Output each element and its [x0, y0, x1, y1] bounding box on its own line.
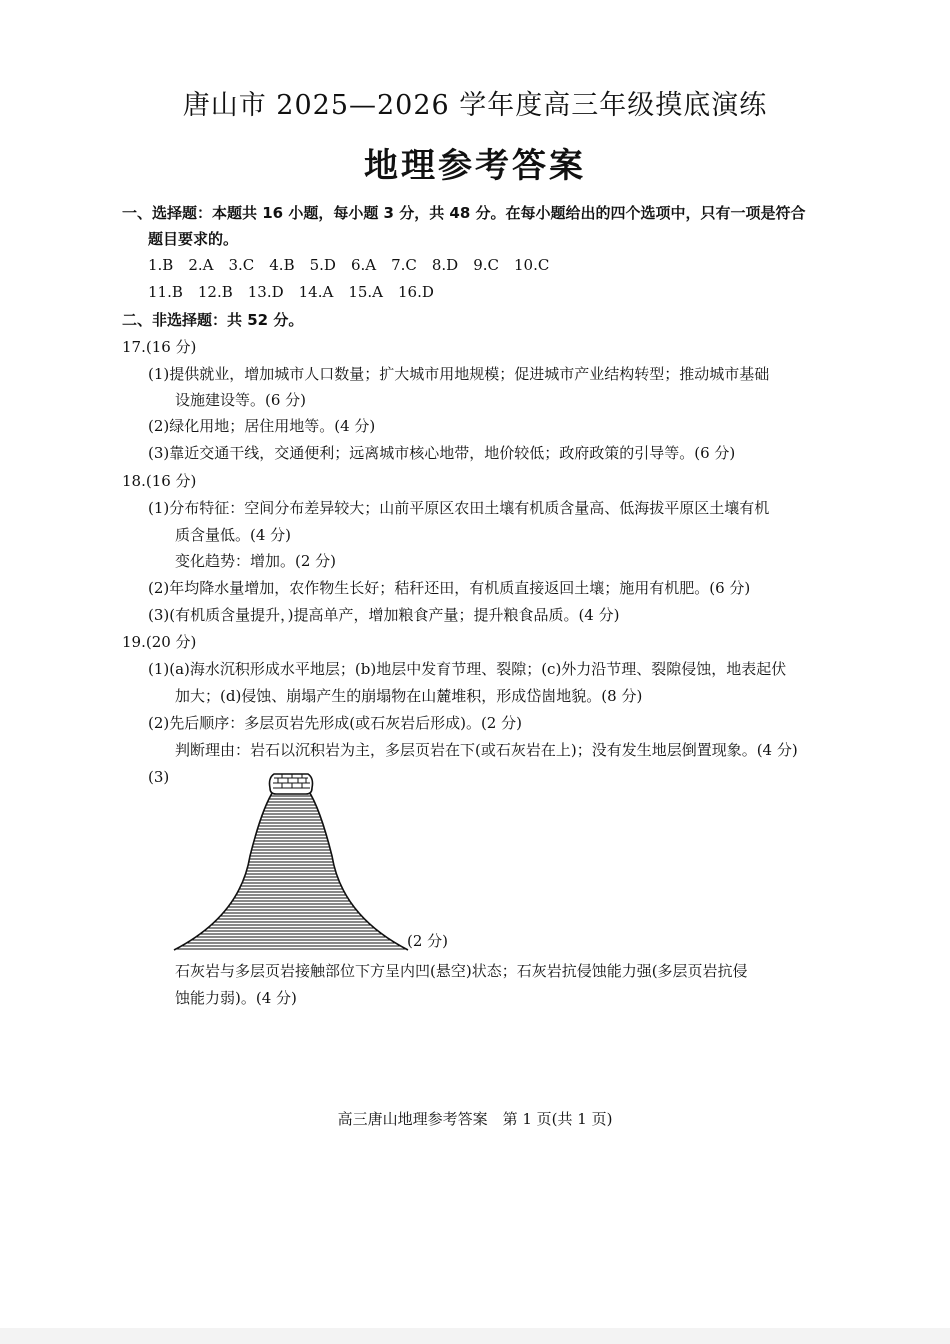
q17-answer1-line2: 设施建设等。(6 分) [175, 391, 307, 409]
q17-answer3: (3)靠近交通干线，交通便利；远离城市核心地带，地价较低；政府政策的引导等。(6 分) [148, 444, 736, 462]
document-subtitle: 地理参考答案 [364, 146, 586, 186]
q18-answer1-line3: 变化趋势：增加。(2 分) [175, 552, 337, 570]
q19-answer3-line2: 蚀能力弱)。(4 分) [175, 989, 297, 1007]
q19-answer2-line2: 判断理由：岩石以沉积岩为主，多层页岩在下(或石灰岩在上)；没有发生地层倒置现象。(4 分) [175, 741, 798, 759]
q19-answer3-label: (3) [148, 768, 170, 786]
q19-answer3-line1: 石灰岩与多层页岩接触部位下方呈内凹(悬空)状态；石灰岩抗侵蚀能力强(多层页岩抗侵 [175, 962, 748, 980]
q17-answer1-line1: (1)提供就业，增加城市人口数量；扩大城市用地规模；促进城市产业结构转型；推动城市基础 [148, 365, 770, 383]
section1-heading-line1: 一、选择题：本题共 16 小题，每小题 3 分，共 48 分。在每小题给出的四个选项中，只有一项是符合 [122, 204, 806, 222]
shale-layers [170, 796, 420, 949]
q17-answer2: (2)绿化用地；居住用地等。(4 分) [148, 417, 376, 435]
figure-score: (2 分) [407, 932, 449, 950]
section2-heading: 二、非选择题：共 52 分。 [122, 311, 304, 329]
q18-head: 18.(16 分) [122, 472, 197, 490]
scan-edge [0, 1328, 950, 1344]
q17-head: 17.(16 分) [122, 338, 197, 356]
section1-heading-line2: 题目要求的。 [148, 230, 239, 248]
document-title: 唐山市 2025—2026 学年度高三年级摸底演练 [182, 90, 768, 121]
q19-answer1-line1: (1)(a)海水沉积形成水平地层；(b)地层中发育节理、裂隙；(c)外力沿节理、裂隙侵蚀，地表起伏 [148, 660, 787, 678]
page-footer: 高三唐山地理参考答案 第 1 页(共 1 页) [337, 1110, 613, 1128]
q18-answer2: (2)年均降水量增加，农作物生长好；秸秆还田，有机质直接返回土壤；施用有机肥。(6 分) [148, 579, 751, 597]
q18-answer1-line2: 质含量低。(4 分) [175, 526, 292, 544]
q19-answer1-line2: 加大；(d)侵蚀、崩塌产生的崩塌物在山麓堆积，形成岱崮地貌。(8 分) [175, 687, 643, 705]
mc-answers-row1: 1.B 2.A 3.C 4.B 5.D 6.A 7.C 8.D 9.C 10.C [148, 256, 550, 274]
q19-answer2-line1: (2)先后顺序：多层页岩先形成(或石灰岩后形成)。(2 分) [148, 714, 522, 732]
q19-head: 19.(20 分) [122, 633, 197, 651]
q18-answer3: (3)(有机质含量提升，)提高单产，增加粮食产量；提升粮食品质。(4 分) [148, 606, 620, 624]
daigu-landform-figure [170, 766, 420, 952]
q18-answer1-line1: (1)分布特征：空间分布差异较大；山前平原区农田土壤有机质含量高、低海拔平原区土壤有机 [148, 499, 770, 517]
limestone-cap [270, 774, 313, 794]
mc-answers-row2: 11.B 12.B 13.D 14.A 15.A 16.D [148, 283, 434, 301]
